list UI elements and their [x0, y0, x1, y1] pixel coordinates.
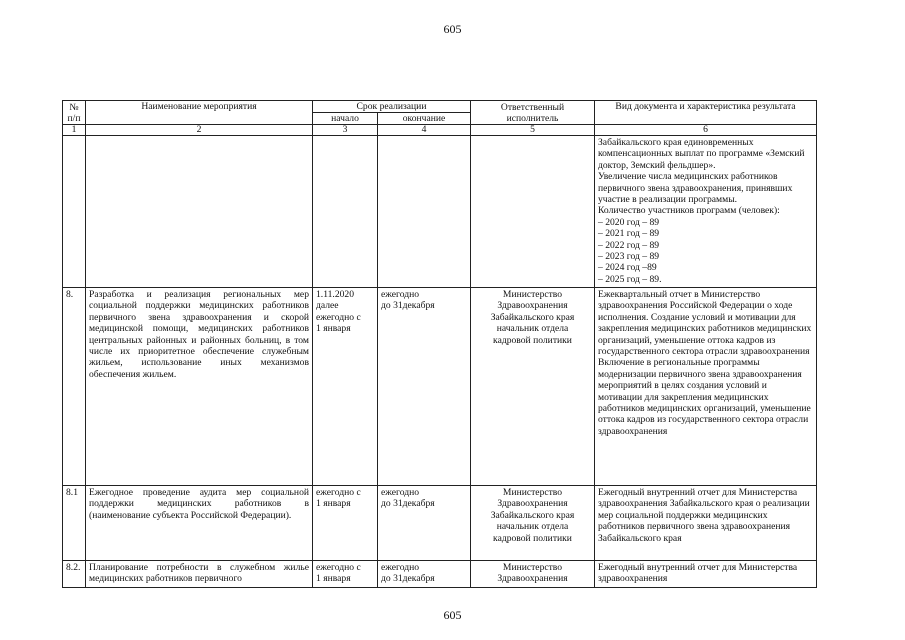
column-number: 1	[63, 125, 86, 136]
start-date: ежегодно с 1 января	[313, 561, 378, 588]
header-result: Вид документа и характеристика результата	[595, 101, 817, 125]
result-description: Ежеквартальный отчет в Министерство здравоохранения Российской Федерации о ходе исполнения. Создание условий и мотивации для закрепления медицинских работников медицинских организаций, уменьшение оттока кадров из государственного сектора отрасли здравоохранения Включение в региональные программы модернизации первичного звена здравоохранения мероприятий в целях создания условий и мотивации для закрепления медицинских работников медицинских организаций, уменьшение оттока кадров из государственного сектора отрасли здравоохранения	[595, 288, 817, 486]
column-number: 6	[595, 125, 817, 136]
measure-name: Разработка и реализация региональных мер социальной поддержки медицинских работников первичного звена здравоохранения и скорой медицинской помощи, медицинских работников центральных районных и районных больниц, в том числе их приоритетное обеспечение служебным жильем, использование иных механизмов обеспечения жильем.	[86, 288, 313, 486]
end-date	[378, 136, 471, 288]
result-description: Забайкальского края единовременных компенсационных выплат по программе «Земский доктор, Земский фельдшер». Увеличение числа медицинских работников первичного звена здравоохранения, принявших участие в реализации программы. Количество участников программ (человек): – 2020 год – 89 – 2021 год – 89 – 2022 год – 89 – 2023 год – 89 – 2024 год –89 – 2025 год – 89.	[595, 136, 817, 288]
table-row	[63, 136, 817, 288]
result-description: Ежегодный внутренний отчет для Министерства здравоохранения Забайкальского края о реализации мер социальной поддержки медицинских работников первичного звена здравоохранения Забайкальского края	[595, 486, 817, 561]
end-date: ежегодно до 31декабря	[378, 486, 471, 561]
header-name: Наименование мероприятия	[86, 101, 313, 125]
header-period: Срок реализации	[313, 101, 471, 113]
header-num: № п/п	[63, 101, 86, 125]
measure-name: Ежегодное проведение аудита мер социальной поддержки медицинских работников в (наименование субъекта Российской Федерации).	[86, 486, 313, 561]
column-number: 2	[86, 125, 313, 136]
responsible-executor: Министерство Здравоохранения Забайкальского края начальник отдела кадровой политики	[471, 288, 595, 486]
result-description: Ежегодный внутренний отчет для Министерства здравоохранения	[595, 561, 817, 588]
start-date: ежегодно с 1 января	[313, 486, 378, 561]
responsible-executor	[471, 136, 595, 288]
header-end: окончание	[378, 113, 471, 125]
measure-name: Планирование потребности в служебном жилье медицинских работников первичного	[86, 561, 313, 588]
start-date: 1.11.2020 далее ежегодно с 1 января	[313, 288, 378, 486]
page-number-bottom: 605	[443, 608, 462, 622]
responsible-executor: Министерство Здравоохранения	[471, 561, 595, 588]
header-start: начало	[313, 113, 378, 125]
measures-table	[62, 100, 817, 588]
column-number: 5	[471, 125, 595, 136]
table-row	[63, 561, 817, 588]
column-number: 3	[313, 125, 378, 136]
row-number: 8.	[63, 288, 86, 486]
end-date: ежегодно до 31декабря	[378, 288, 471, 486]
end-date: ежегодно до 31декабря	[378, 561, 471, 588]
row-number	[63, 136, 86, 288]
table-header-row	[63, 101, 817, 113]
responsible-executor: Министерство Здравоохранения Забайкальского края начальник отдела кадровой политики	[471, 486, 595, 561]
table-row	[63, 288, 817, 486]
row-number: 8.2.	[63, 561, 86, 588]
start-date	[313, 136, 378, 288]
measure-name	[86, 136, 313, 288]
column-number: 4	[378, 125, 471, 136]
row-number: 8.1	[63, 486, 86, 561]
page-number-top: 605	[443, 22, 462, 36]
header-responsible: Ответственный исполнитель	[471, 101, 595, 125]
column-number-row	[63, 125, 817, 136]
table-row	[63, 486, 817, 561]
